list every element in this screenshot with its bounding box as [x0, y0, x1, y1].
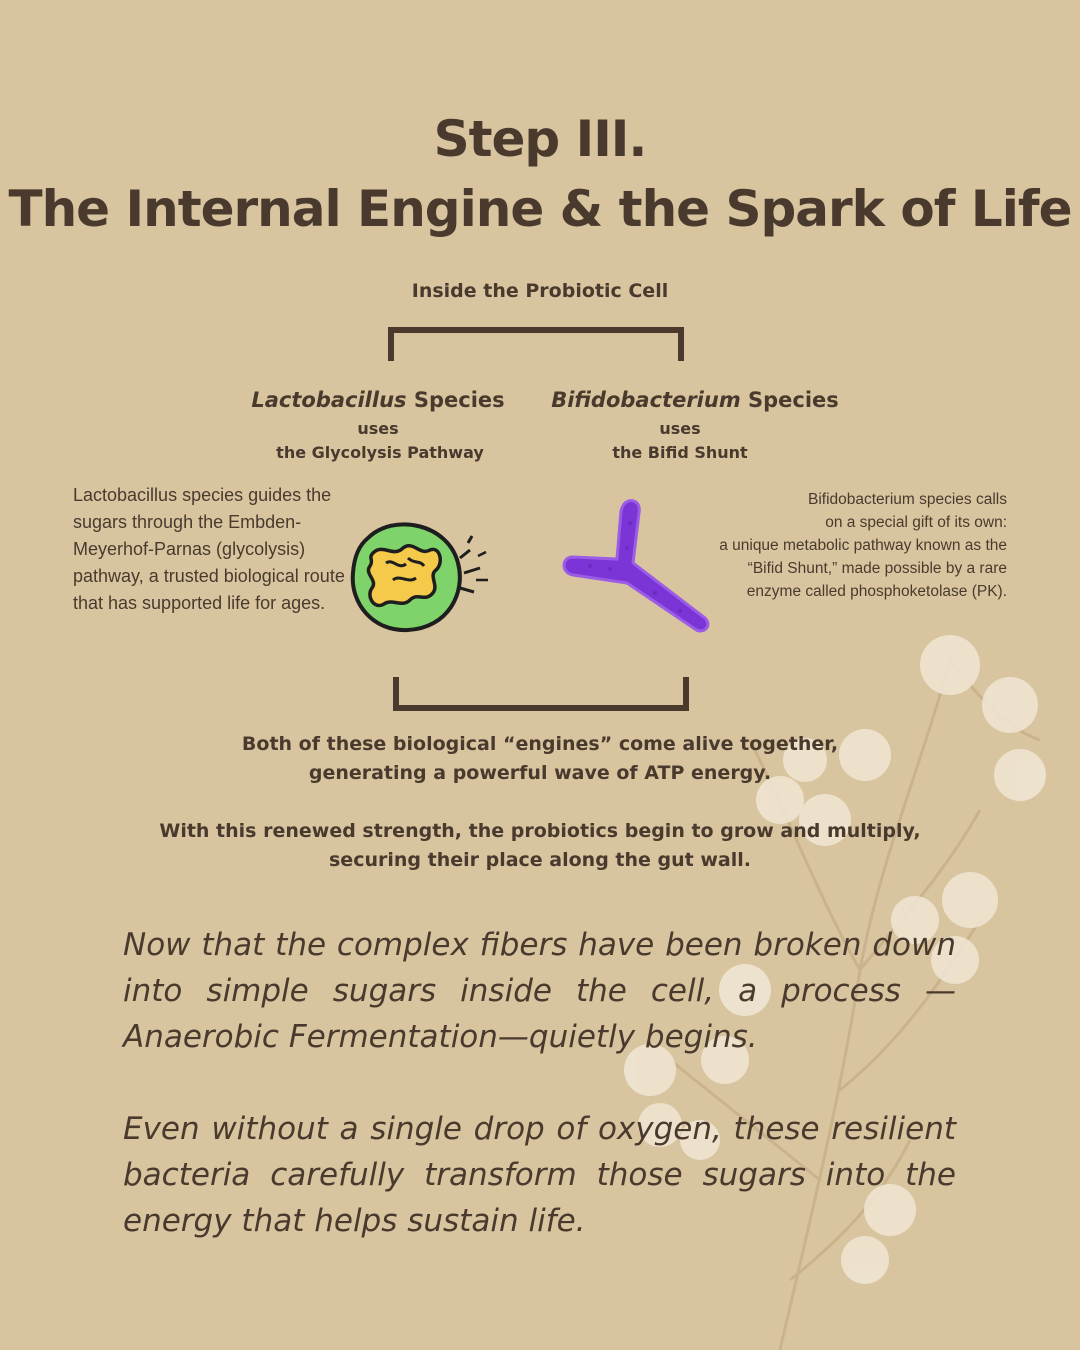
bottom-bracket — [393, 677, 689, 711]
mitochondria-icon — [348, 518, 493, 638]
step-label: Step III. — [433, 110, 647, 168]
section-subtitle: Inside the Probiotic Cell — [411, 280, 669, 302]
bifidobacterium-uses: uses — [659, 419, 701, 438]
bifidobacterium-icon — [555, 493, 720, 638]
page-title: The Internal Engine & the Spark of Life — [8, 180, 1072, 238]
lactobacillus-pathway: the Glycolysis Pathway — [276, 443, 484, 462]
lactobacillus-heading: Lactobacillus Species — [251, 388, 505, 412]
top-bracket — [388, 327, 684, 361]
lactobacillus-uses: uses — [357, 419, 399, 438]
summary-growth: With this renewed strength, the probiotics begin to grow and multiply, securing their place along the gut wall. — [159, 820, 921, 871]
fermentation-paragraph: Now that the complex fibers have been broken down into simple sugars inside the cell, a process —Anaerobic Fermentation—quietly begins. — [123, 927, 956, 1055]
bifidobacterium-pathway: the Bifid Shunt — [612, 443, 748, 462]
summary-engines: Both of these biological “engines” come alive together, generating a powerful wave of ATP energy. — [241, 733, 839, 784]
bifidobacterium-description: Bifidobacterium species calls on a special gift of its own: a unique metabolic pathway known as the “Bifid Shunt,” made possible by a rare enzyme called phosphoketolase (PK). — [719, 491, 1007, 600]
bifidobacterium-heading: Bifidobacterium Species — [551, 388, 839, 412]
lactobacillus-description: Lactobacillus species guides the sugars through the Embden-Meyerhof-Parnas (glycolysis) pathway, a trusted biological route that has supported life for ages. — [73, 485, 345, 613]
oxygen-paragraph: Even without a single drop of oxygen, these resilient bacteria carefully transform those sugars into the energy that helps sustain life. — [123, 1111, 956, 1239]
